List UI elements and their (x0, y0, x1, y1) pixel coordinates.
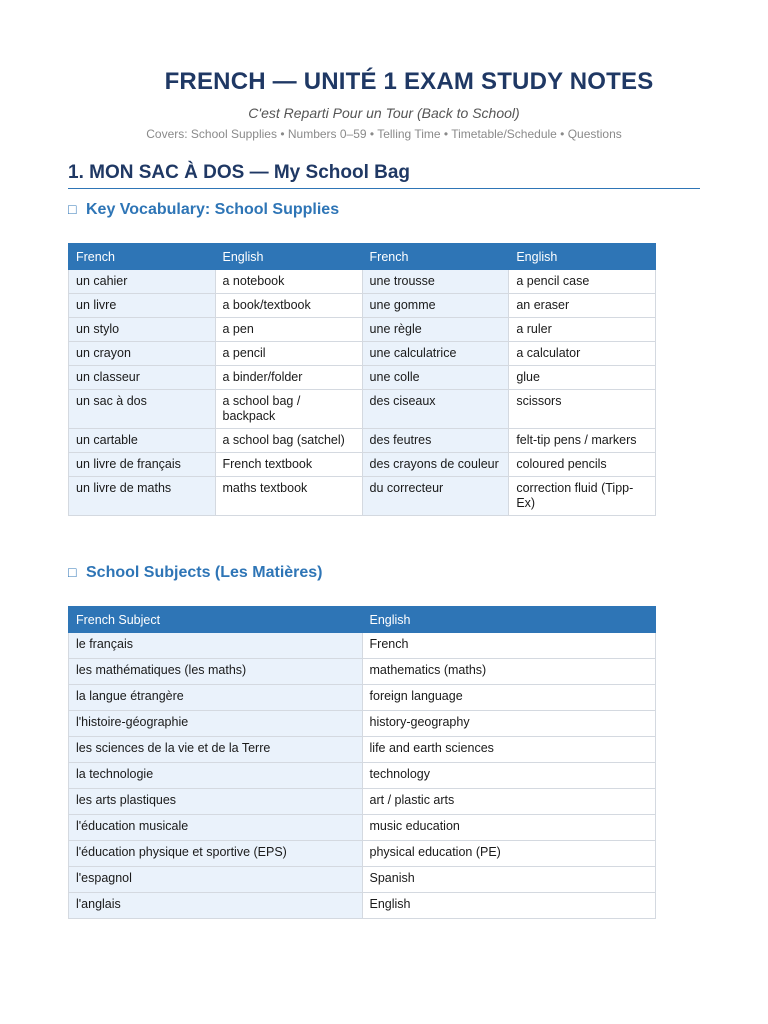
subjects-table (68, 606, 656, 919)
table-row (69, 453, 656, 477)
english-cell: a binder/folder (215, 366, 362, 390)
french-cell: des feutres (362, 429, 509, 453)
english-cell: felt-tip pens / markers (509, 429, 656, 453)
covers-line: Covers: School Supplies • Numbers 0–59 • Telling Time • Timetable/Schedule • Questions (146, 127, 622, 141)
table-row (69, 659, 656, 685)
table-row (69, 893, 656, 919)
subjects-subheading (68, 564, 323, 582)
table-row (69, 737, 656, 763)
english-cell: glue (509, 366, 656, 390)
column-header: English (215, 244, 362, 270)
english-cell: a pen (215, 318, 362, 342)
table-header-row (69, 244, 656, 270)
table-row (69, 867, 656, 893)
english-cell: English (362, 893, 655, 919)
table-header-row (69, 607, 656, 633)
french-cell: les mathématiques (les maths) (69, 659, 363, 685)
english-cell: correction fluid (Tipp-Ex) (509, 477, 656, 516)
english-cell: Spanish (362, 867, 655, 893)
english-cell: a book/textbook (215, 294, 362, 318)
french-cell: un crayon (69, 342, 216, 366)
table-row (69, 270, 656, 294)
english-cell: foreign language (362, 685, 655, 711)
english-cell: a school bag (satchel) (215, 429, 362, 453)
table-row (69, 477, 656, 516)
french-cell: un cahier (69, 270, 216, 294)
english-cell: physical education (PE) (362, 841, 655, 867)
column-header: English (509, 244, 656, 270)
subjects-subheading-label: School Subjects (Les Matières) (86, 564, 323, 581)
french-cell: des ciseaux (362, 390, 509, 429)
table-row (69, 685, 656, 711)
table-row (69, 633, 656, 659)
table-row (69, 318, 656, 342)
book-icon: □ (68, 201, 77, 217)
table-row (69, 429, 656, 453)
english-cell: French (362, 633, 655, 659)
english-cell: technology (362, 763, 655, 789)
vocab-subheading (68, 201, 339, 219)
column-header: English (362, 607, 655, 633)
english-cell: a pencil (215, 342, 362, 366)
french-cell: une gomme (362, 294, 509, 318)
french-cell: un classeur (69, 366, 216, 390)
french-cell: un cartable (69, 429, 216, 453)
french-cell: des crayons de couleur (362, 453, 509, 477)
english-cell: maths textbook (215, 477, 362, 516)
french-cell: l'éducation musicale (69, 815, 363, 841)
english-cell: a ruler (509, 318, 656, 342)
french-cell: une règle (362, 318, 509, 342)
french-cell: une colle (362, 366, 509, 390)
vocab-subheading-label: Key Vocabulary: School Supplies (86, 201, 340, 218)
page-subtitle: C'est Reparti Pour un Tour (Back to School) (248, 105, 520, 121)
table-row (69, 342, 656, 366)
french-cell: l'éducation physique et sportive (EPS) (69, 841, 363, 867)
english-cell: history-geography (362, 711, 655, 737)
english-cell: French textbook (215, 453, 362, 477)
column-header: French (69, 244, 216, 270)
table-row (69, 294, 656, 318)
book-icon: □ (68, 564, 77, 580)
english-cell: a calculator (509, 342, 656, 366)
french-cell: la langue étrangère (69, 685, 363, 711)
column-header: French Subject (69, 607, 363, 633)
french-cell: l'anglais (69, 893, 363, 919)
french-cell: les arts plastiques (69, 789, 363, 815)
english-cell: a school bag / backpack (215, 390, 362, 429)
table-row (69, 815, 656, 841)
supplies-table (68, 243, 656, 516)
english-cell: music education (362, 815, 655, 841)
french-cell: l'histoire-géographie (69, 711, 363, 737)
french-cell: l'espagnol (69, 867, 363, 893)
title-text: FRENCH — UNITÉ 1 EXAM STUDY NOTES (164, 68, 654, 95)
section-heading: 1. MON SAC À DOS — My School Bag (68, 162, 700, 189)
english-cell: coloured pencils (509, 453, 656, 477)
table-row (69, 366, 656, 390)
french-cell: un sac à dos (69, 390, 216, 429)
french-cell: un stylo (69, 318, 216, 342)
french-cell: une trousse (362, 270, 509, 294)
english-cell: scissors (509, 390, 656, 429)
french-cell: un livre de français (69, 453, 216, 477)
french-cell: les sciences de la vie et de la Terre (69, 737, 363, 763)
french-cell: le français (69, 633, 363, 659)
english-cell: an eraser (509, 294, 656, 318)
english-cell: a notebook (215, 270, 362, 294)
english-cell: a pencil case (509, 270, 656, 294)
table-row (69, 789, 656, 815)
english-cell: mathematics (maths) (362, 659, 655, 685)
column-header: French (362, 244, 509, 270)
english-cell: life and earth sciences (362, 737, 655, 763)
table-row (69, 711, 656, 737)
french-cell: du correcteur (362, 477, 509, 516)
table-row (69, 390, 656, 429)
french-cell: un livre (69, 294, 216, 318)
french-cell: un livre de maths (69, 477, 216, 516)
table-row (69, 763, 656, 789)
french-cell: la technologie (69, 763, 363, 789)
page-title (0, 68, 768, 96)
english-cell: art / plastic arts (362, 789, 655, 815)
french-cell: une calculatrice (362, 342, 509, 366)
table-row (69, 841, 656, 867)
